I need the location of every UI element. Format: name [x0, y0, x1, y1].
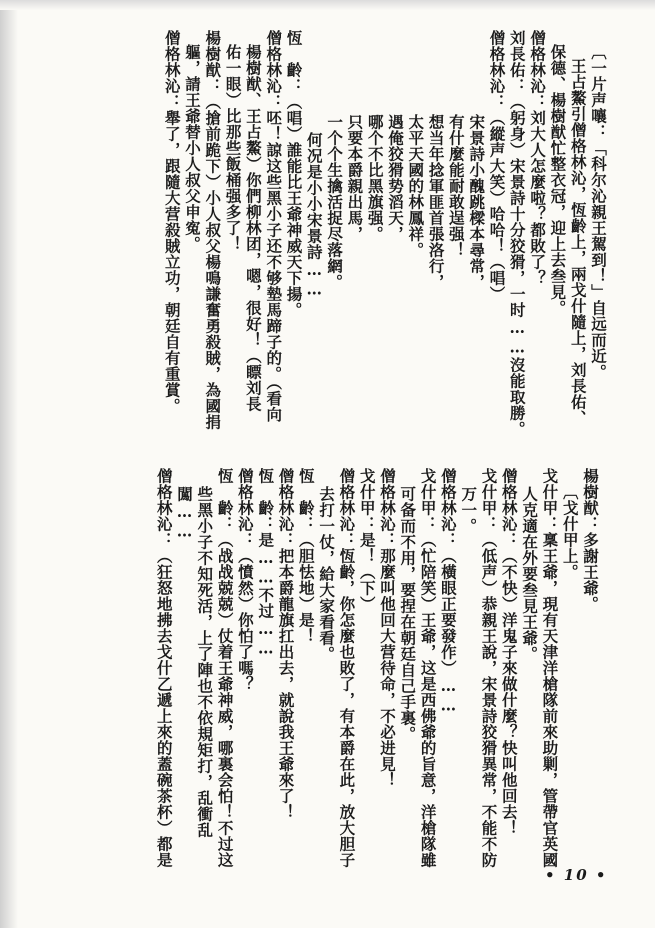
- text-column: 軀，請王爺替小人叔父申寃。: [183, 44, 202, 252]
- text-column: 戈什甲：是！（下）: [357, 468, 377, 612]
- text-column: 何况是小小宋景詩……: [304, 132, 324, 299]
- page-number: • 10 •: [545, 866, 608, 884]
- text-column: 想当年捻軍匪首張洛行，: [426, 114, 446, 290]
- text-column: 僧格林沁：恆齡，你怎麼也敗了，有本爵在此，放大胆子: [337, 468, 357, 868]
- text-column: 恆 齡：（胆怯地）是！: [296, 468, 316, 644]
- text-column: 戈什甲：稟王爺，現有天津洋槍隊前來助剿，管帶官英國: [540, 468, 560, 868]
- text-column: 宋景詩小醜跳樑本尋常，: [467, 114, 487, 290]
- text-column: 楊樹猷、王占鰲）你們柳林团，嗯，很好！（瞟刘長: [243, 44, 263, 412]
- text-column: 刘長佑：（躬身）宋景詩十分狡猾，一时……沒能取勝。: [507, 30, 527, 437]
- text-column: 闖……: [175, 486, 194, 541]
- text-column: 僧格林沁：那麼叫他回大营待命，不必进見！: [378, 468, 397, 788]
- text-column: 僧格林沁：（縱声大笑）哈哈！（唱）: [487, 30, 507, 302]
- text-column: 哪个不比黑旗强。: [365, 114, 385, 242]
- text-column: 保德、楊樹猷忙整衣冠，迎上去叁見。: [548, 44, 568, 316]
- scan-top-shadow: [0, 0, 655, 10]
- text-column: 恆 齡：（战战兢兢）仗着王爺神威，哪裏会怕！不过这: [215, 468, 235, 868]
- text-column: 僧格林沁：舉了，跟隨大营殺賊立功，朝廷自有重賞。: [162, 30, 182, 414]
- text-column: 有什麼能耐敢逞强！: [446, 114, 466, 258]
- text-column: 戈什甲：（低声）恭親王說，宋景詩狡猾異常，不能不防: [479, 468, 499, 868]
- text-column: 一个个生擒活捉尽落網。: [325, 114, 345, 290]
- text-column: 人克適在外要叁見王爺。: [520, 486, 540, 662]
- text-column: 僧格林沁：刘大人怎麼啦？都敗了？: [528, 30, 548, 286]
- text-column: 去打一仗，給大家看看。: [317, 486, 337, 662]
- text-column: 恆 齡：是……不过……: [256, 468, 276, 658]
- text-column: 王占鰲引僧格林沁，恆齡上，兩戈什隨上，刘長佑、: [568, 58, 588, 426]
- text-column: 只要本爵親出馬，: [345, 114, 365, 242]
- text-column: 楊樹猷：多謝王爺。: [581, 468, 600, 612]
- text-column: 些黑小子不知死活，上了陣也不依規矩打，乱衝乱: [195, 486, 215, 838]
- text-column: 佑一眼）比那些飯桶强多了！: [223, 44, 243, 252]
- text-column: 太平天國的林鳳祥。: [406, 114, 426, 258]
- text-column: 恆 齡：（唱）誰能比王爺神威天下揚。: [284, 30, 304, 318]
- text-column: 僧格林沁：（狂怒地拂去戈什乙遞上來的蓋碗茶杯）都是: [154, 468, 174, 868]
- text-column: 楊樹猷：（搶前跪下）小人叔父楊鳴謙奮勇殺賊，為國捐: [203, 30, 223, 430]
- text-column: 〔戈什甲上。: [560, 484, 580, 580]
- scan-edge-shadow: [0, 0, 18, 928]
- text-column: 僧格林沁：（不快）洋鬼子來做什麼？快叫他回去！: [499, 468, 519, 836]
- text-column: 遇俺狡猾势滔天，: [386, 114, 405, 242]
- text-column: 〔一片声嚷：「科尔沁親王駕到！」自远而近。: [589, 44, 608, 380]
- text-column: 僧格林沁：把本爵龍旗扛出去，就說我王爺來了！: [276, 468, 296, 820]
- text-column: 戈什甲：（忙陪笑）王爺，这是西佛爺的旨意，洋槍隊雖: [418, 468, 438, 868]
- text-column: 僧格林沁：（橫眼正要發作）……: [438, 468, 458, 715]
- text-column: 可备而不用，要捏在朝廷自己手裏。: [398, 486, 418, 742]
- text-column: 僧格林沁：呸！諒这些黑小子还不够墊馬蹄子的。（看向: [264, 30, 284, 423]
- text-column: 僧格林沁：（憤然）你怕了嗎？: [235, 468, 255, 692]
- text-column: 万一。: [459, 486, 479, 534]
